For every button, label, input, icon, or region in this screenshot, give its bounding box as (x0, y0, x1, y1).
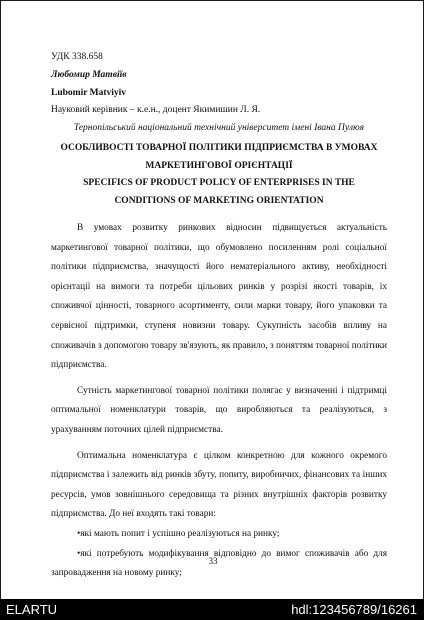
bullet-text: які мають попит і успішно реалізуються на ринку; (80, 528, 280, 539)
title-ukrainian-line-1: ОСОБЛИВОСТІ ТОВАРНОЇ ПОЛІТИКИ ПІДПРИЄМСТВА В УМОВАХ (60, 143, 378, 153)
paragraph: Сутність маркетингової товарної політики полягає у визначенні і підтримці оптимальної номенклатури товарів, що виробляються та реалізуються, з урахуванням поточних цілей підприємства. (51, 385, 387, 435)
title-ukrainian-line-2: МАРКЕТИНГОВОЇ ОРІЄНТАЦІЇ (145, 160, 293, 171)
university-affiliation: Тернопільський національний технічний університет імені Івана Пулюя (73, 123, 365, 133)
page-number: 33 (208, 556, 218, 566)
handle-identifier: hdl:123456789/16261 (291, 602, 417, 617)
repository-name: ELARTU (6, 602, 58, 617)
paragraph: Оптимальна номенклатура є цілком конкретною для кожного окремого підприємства і залежить від ринків збуту, попиту, виробничих, фінансових та інших ресурсів, умов зовнішнього середовища та різних внутрішніх факторів розвитку підприємства. До неї входять такі товари: (51, 450, 387, 520)
bullet-icon: • (77, 528, 81, 539)
article-titles (45, 140, 393, 210)
scientific-advisor: Науковий керівник – к.е.н., доцент Якимишин Л. Я. (51, 105, 261, 115)
author-name-english: Lubomir Matviyiv (51, 88, 127, 98)
article-body (51, 219, 387, 584)
bullet-item (51, 525, 387, 545)
bullet-icon: • (77, 548, 81, 559)
udk-code: УДК 338.658 (51, 52, 103, 62)
paragraph: В умовах розвитку ринкових відносин підвищується актуальність маркетингової товарної політики, що обумовлено посиленням ролі соціальної політики підприємства, значущості його нематеріального активу, необхідності орієнтації на вимоги та потреби цільових ринків у розрізі якості товарів, їх споживчої цінності, товарного асортименту, сили марки товару, його упаковки та сервісної підтримки, ступеня новизни товару. Сукупність засобів впливу на споживачів з допомогою товару зв'язують, як правило, з поняттям товарної політики підприємства. (51, 223, 387, 371)
status-bar (0, 599, 424, 620)
bullet-text: які потребують модифікування відповідно до вимог споживачів або для запровадження на новому ринку; (51, 548, 387, 579)
title-english-line-2: CONDITIONS OF MARKETING ORIENTATION (114, 195, 324, 206)
author-name-ukrainian: Любомир Матвіїв (51, 70, 127, 80)
title-english-line-1: SPECIFICS OF PRODUCT POLICY OF ENTERPRISES IN THE (83, 178, 355, 188)
